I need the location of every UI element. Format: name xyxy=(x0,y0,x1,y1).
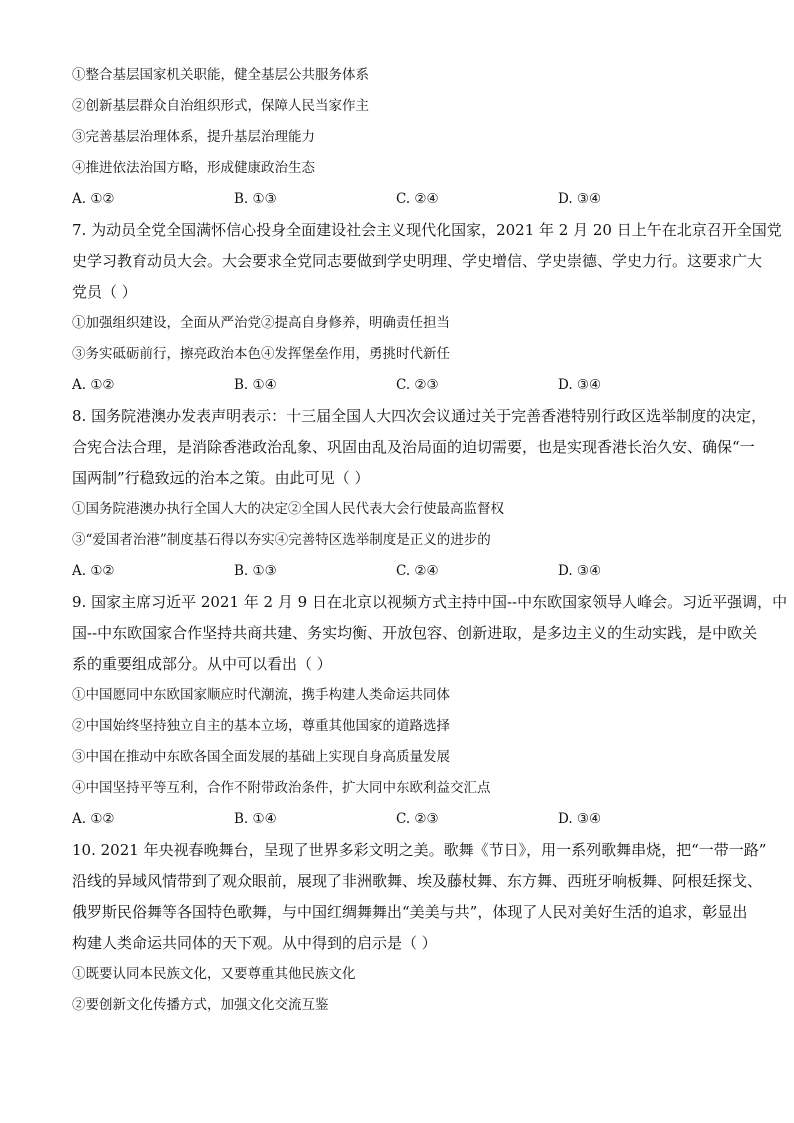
exam-page xyxy=(72,64,788,1025)
statement: ④推进依法治国方略，形成健康政治生态 xyxy=(72,160,315,176)
statement: ①国务院港澳办执行全国人大的决定②全国人民代表大会行使最高监督权 xyxy=(72,501,504,517)
statement: ①既要认同本民族文化，又要尊重其他民族文化 xyxy=(72,966,356,982)
question-stem: 国--中东欧国家合作坚持共商共建、务实均衡、开放包容、创新进取，是多边主义的生动实践，是中欧关 xyxy=(72,624,758,642)
question-stem: 8. 国务院港澳办发表声明表示：十三届全国人大四次会议通过关于完善香港特别行政区选举制度的决定， xyxy=(72,407,767,425)
option-c[interactable]: C. ②③ xyxy=(396,811,439,827)
statement: ①加强组织建设，全面从严治党②提高自身修养，明确责任担当 xyxy=(72,315,450,331)
option-d[interactable]: D. ③④ xyxy=(558,811,602,827)
option-c[interactable]: C. ②④ xyxy=(396,563,439,579)
option-a[interactable]: A. ①② xyxy=(72,377,115,393)
question-stem: 党员（ ） xyxy=(72,283,137,301)
question-stem: 7. 为动员全党全国满怀信心投身全面建设社会主义现代化国家，2021 年 2 月 20 日上午在北京召开全国党 xyxy=(72,221,782,239)
statement: ③完善基层治理体系，提升基层治理能力 xyxy=(72,129,315,145)
option-a[interactable]: A. ①② xyxy=(72,811,115,827)
statement: ①整合基层国家机关职能，健全基层公共服务体系 xyxy=(72,67,369,83)
option-b[interactable]: B. ①④ xyxy=(234,811,277,827)
option-b[interactable]: B. ①④ xyxy=(234,377,277,393)
statement: ③“爱国者治港”制度基石得以夯实④完善特区选举制度是正义的进步的 xyxy=(72,532,491,548)
question-10 xyxy=(72,839,767,1025)
question-stem: 沿线的异域风情带到了观众眼前，展现了非洲歌舞、埃及藤杖舞、东方舞、西班牙响板舞、阿根廷探戈、 xyxy=(72,872,763,890)
option-b[interactable]: B. ①③ xyxy=(234,563,277,579)
statement: ②创新基层群众自治组织形式，保障人民当家作主 xyxy=(72,98,369,114)
question-stem: 俄罗斯民俗舞等各国特色歌舞，与中国红绸舞舞出“美美与共”，体现了人民对美好生活的追求，彰显出 xyxy=(72,903,748,921)
question-stem: 10. 2021 年央视春晚舞台，呈现了世界多彩文明之美。歌舞《节日》，用一系列歌舞串烧，把“一带一路” xyxy=(72,841,767,859)
option-a[interactable]: A. ①② xyxy=(72,563,115,579)
answer-options xyxy=(72,560,722,591)
statement: ②要创新文化传播方式，加强文化交流互鉴 xyxy=(72,997,329,1013)
answer-options xyxy=(72,374,722,405)
option-a[interactable]: A. ①② xyxy=(72,191,115,207)
question-9 xyxy=(72,591,788,839)
option-d[interactable]: D. ③④ xyxy=(558,563,602,579)
question-stem: 构建人类命运共同体的天下观。从中得到的启示是（ ） xyxy=(72,934,437,952)
answer-options xyxy=(72,188,722,219)
option-d[interactable]: D. ③④ xyxy=(558,377,602,393)
option-c[interactable]: C. ②④ xyxy=(396,191,439,207)
option-d[interactable]: D. ③④ xyxy=(558,191,602,207)
answer-options xyxy=(72,808,722,839)
statement: ④中国坚持平等互利，合作不附带政治条件，扩大同中东欧利益交汇点 xyxy=(72,780,491,796)
statement: ③务实砥砺前行，擦亮政治本色④发挥堡垒作用，勇挑时代新任 xyxy=(72,346,450,362)
question-stem: 国两制”行稳致远的治本之策。由此可见（ ） xyxy=(72,469,370,487)
question-8 xyxy=(72,405,767,591)
option-b[interactable]: B. ①③ xyxy=(234,191,277,207)
question-stem: 系的重要组成部分。从中可以看出（ ） xyxy=(72,655,332,673)
question-6 xyxy=(72,64,722,219)
question-stem: 史学习教育动员大会。大会要求全党同志要做到学史明理、学史增信、学史崇德、学史力行。这要求广大 xyxy=(72,252,763,270)
question-7 xyxy=(72,219,782,405)
option-c[interactable]: C. ②③ xyxy=(396,377,439,393)
statement: ③中国在推动中东欧各国全面发展的基础上实现自身高质量发展 xyxy=(72,749,450,765)
question-stem: 合宪合法合理，是消除香港政治乱象、巩固由乱及治局面的迫切需要，也是实现香港长治久安、确保“一 xyxy=(72,438,755,456)
statement: ②中国始终坚持独立自主的基本立场，尊重其他国家的道路选择 xyxy=(72,718,450,734)
question-stem: 9. 国家主席习近平 2021 年 2 月 9 日在北京以视频方式主持中国--中东欧国家领导人峰会。习近平强调，中 xyxy=(72,593,788,611)
statement: ①中国愿同中东欧国家顺应时代潮流，携手构建人类命运共同体 xyxy=(72,687,450,703)
